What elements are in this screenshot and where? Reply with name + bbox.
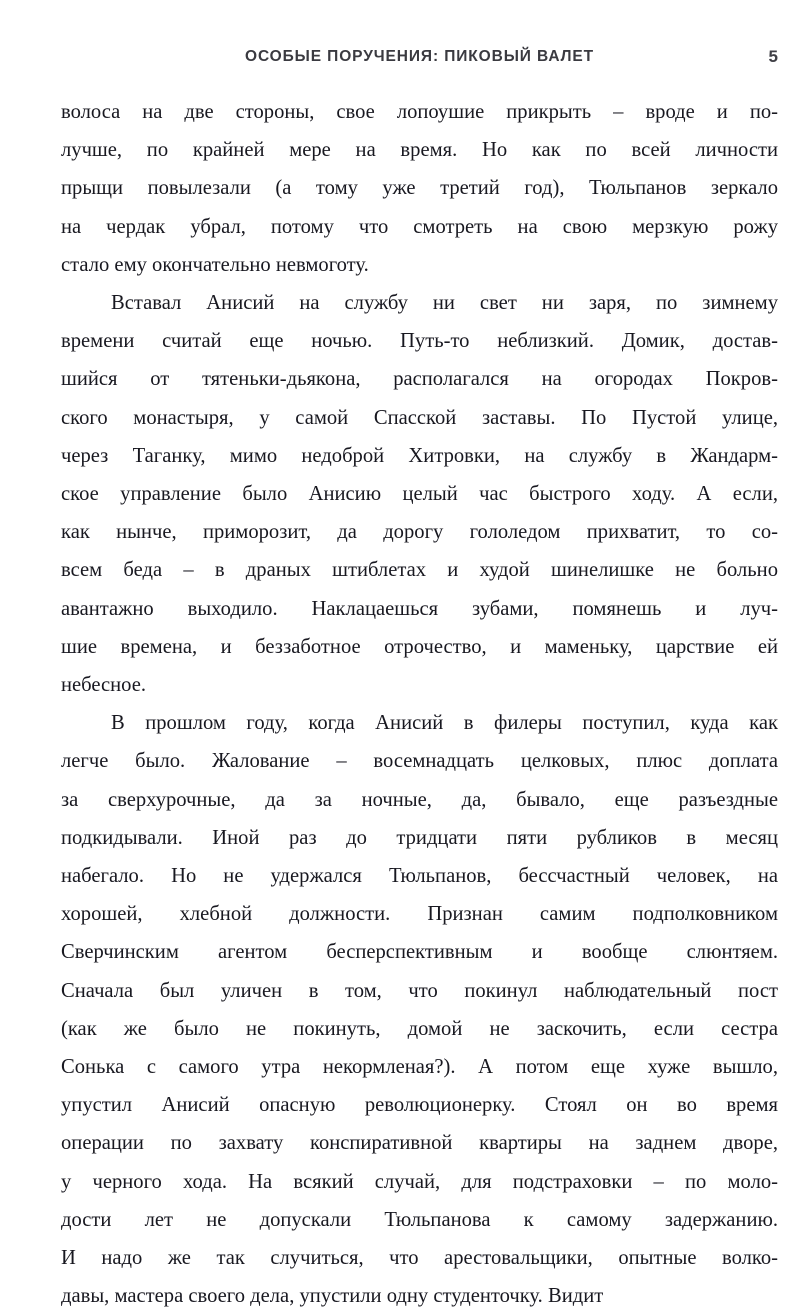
text-line: времени считай еще ночью. Путь-то неблизкий. Домик, достав- — [61, 330, 778, 353]
text-line: легче было. Жалование – восемнадцать целковых, плюс доплата — [61, 750, 778, 773]
running-head — [61, 44, 778, 70]
text-line: как нынче, приморозит, да дорогу гололедом прихватит, то со- — [61, 521, 778, 544]
text-line: ское управление было Анисию целый час быстрого ходу. А если, — [61, 483, 778, 506]
text-line: шие времена, и беззаботное отрочество, и маменьку, царствие ей — [61, 635, 778, 658]
text-line: Сонька с самого утра некормленая?). А потом еще хуже вышло, — [61, 1056, 778, 1079]
text-line: авантажно выходило. Наклацаешься зубами, помянешь и луч- — [61, 597, 778, 620]
text-line: лучше, по крайней мере на время. Но как по всей личности — [61, 139, 778, 162]
text-line: подкидывали. Иной раз до тридцати пяти рубликов в месяц — [61, 826, 778, 849]
text-line: стало ему окончательно невмоготу. — [61, 253, 369, 276]
text-line: шийся от тятеньки-дьякона, располагался на огородах Покров- — [61, 368, 778, 391]
text-line: (как же было не покинуть, домой не заскочить, если сестра — [61, 1017, 778, 1040]
text-line: Сначала был уличен в том, что покинул наблюдательный пост — [61, 979, 778, 1002]
text-line: упустил Анисий опасную революционерку. Стоял он во время — [61, 1094, 778, 1117]
text-line: Сверчинским агентом бесперспективным и вообще слюнтяем. — [61, 941, 778, 964]
running-head-title: ОСОБЫЕ ПОРУЧЕНИЯ: ПИКОВЫЙ ВАЛЕТ — [244, 48, 595, 65]
text-line: у черного хода. На всякий случай, для подстраховки – по моло- — [61, 1170, 778, 1193]
text-line: хорошей, хлебной должности. Признан самим подполковником — [61, 903, 778, 926]
text-line: волоса на две стороны, свое лопоушие прикрыть – вроде и по- — [61, 101, 778, 123]
text-line: ского монастыря, у самой Спасской заставы. По Пустой улице, — [61, 406, 778, 429]
text-line: через Таганку, мимо недоброй Хитровки, на службу в Жандарм- — [61, 444, 778, 467]
text-line: всем беда – в драных штиблетах и худой шинелишке не больно — [61, 559, 778, 582]
paragraph — [61, 284, 778, 704]
text-line: за сверхурочные, да за ночные, да, бывало, еще разъездные — [61, 788, 778, 811]
text-line: давы, мастера своего дела, упустили одну студенточку. Видит — [61, 1285, 604, 1308]
text-line: небесное. — [61, 674, 147, 697]
text-line: прыщи повылезали (а тому уже третий год), Тюльпанов зеркало — [61, 177, 778, 200]
paragraph — [61, 93, 778, 284]
page-number: 5 — [768, 47, 778, 66]
text-line: дости лет не допускали Тюльпанова к самому задержанию. — [61, 1208, 778, 1231]
paragraph — [61, 704, 778, 1315]
text-line: В прошлом году, когда Анисий в филеры поступил, куда как — [111, 712, 778, 735]
text-line: И надо же так случиться, что арестовальщики, опытные волко- — [61, 1247, 778, 1270]
text-line: Вставал Анисий на службу ни свет ни заря, по зимнему — [111, 292, 778, 315]
text-line: набегало. Но не удержался Тюльпанов, бессчастный человек, на — [61, 865, 778, 888]
text-line: на чердак убрал, потому что смотреть на свою мерзкую рожу — [61, 215, 778, 238]
body-text — [61, 93, 778, 1316]
text-line: операции по захвату конспиративной квартиры на заднем дворе, — [61, 1132, 778, 1155]
